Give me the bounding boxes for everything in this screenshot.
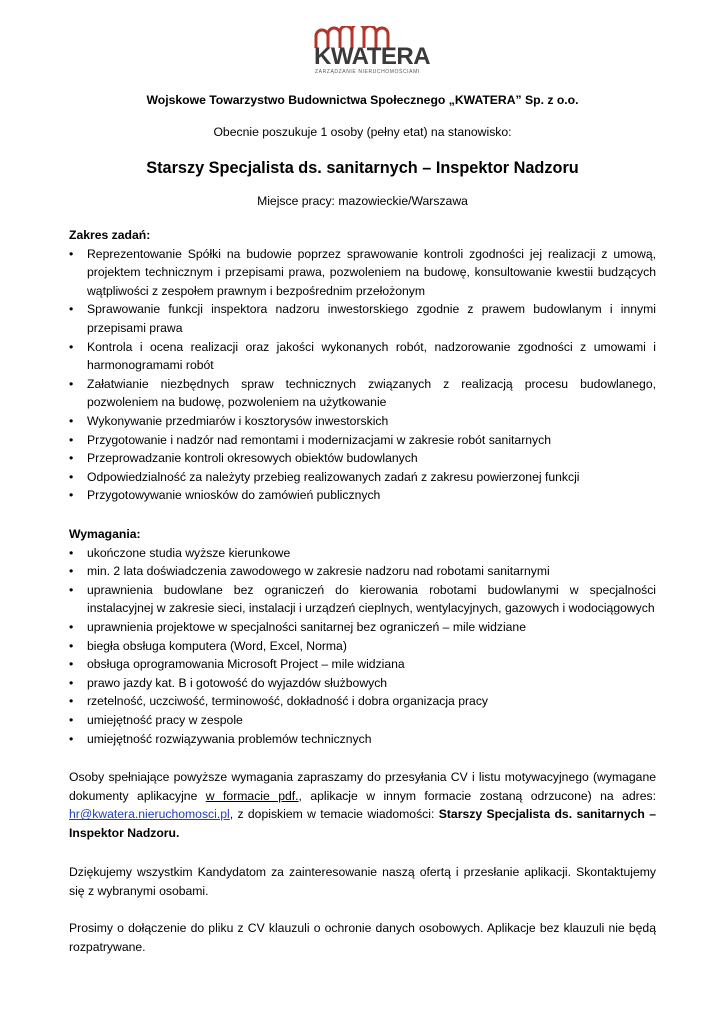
list-item: • uprawnienia projektowe w specjalności sanitarnej bez ograniczeń – mile widziane bbox=[69, 618, 656, 637]
position-title: Starszy Specjalista ds. sanitarnych – Inspektor Nadzoru bbox=[146, 159, 579, 177]
list-item: • Przygotowanie i nadzór nad remontami i modernizacjami w zakresie robót sanitarnych bbox=[69, 431, 656, 450]
bullet-icon: • bbox=[69, 246, 74, 261]
application-paragraph: Osoby spełniające powyższe wymagania zapraszamy do przesyłania CV i listu motywacyjnego (wymagane dokumenty aplikacyjne w formacie pdf., aplikacje w innym formacie zostaną odrzucone) na adres: hr@kwatera.nieruchomosci.pl, z dopiskiem w temacie wiadomości: Starszy Specjalista ds. sanitarnych – Inspektor Nadzoru. bbox=[69, 770, 657, 840]
list-item: • prawo jazdy kat. B i gotowość do wyjazdów służbowych bbox=[69, 674, 656, 693]
duties-heading: Zakres zadań: bbox=[69, 228, 151, 242]
bullet-icon: • bbox=[69, 376, 74, 391]
seeking-line: Obecnie poszukuje 1 osoby (pełny etat) na stanowisko: bbox=[213, 125, 512, 139]
list-item: • Kontrola i ocena realizacji oraz jakości wykonanych robót, nadzorowanie zgodności z umowami i harmonogramami robót bbox=[69, 339, 656, 373]
bullet-icon: • bbox=[69, 638, 74, 653]
bullet-icon: • bbox=[69, 564, 74, 579]
list-item: • min. 2 lata doświadczenia zawodowego w zakresie nadzoru nad robotami sanitarnymi bbox=[69, 562, 656, 581]
email-subject: Starszy Specjalista ds. sanitarnych – Inspektor Nadzoru. bbox=[69, 807, 656, 840]
logo-wordmark: KWATERA bbox=[314, 43, 431, 70]
workplace-line: Miejsce pracy: mazowieckie/Warszawa bbox=[257, 194, 468, 208]
bullet-icon: • bbox=[69, 619, 74, 634]
bullet-icon: • bbox=[69, 694, 74, 709]
bullet-icon: • bbox=[69, 488, 74, 503]
company-name: Wojskowe Towarzystwo Budownictwa Społecznego „KWATERA” Sp. z o.o. bbox=[146, 93, 579, 107]
requirements-list bbox=[69, 544, 656, 749]
thanks-paragraph: Dziękujemy wszystkim Kandydatom za zainteresowanie naszą ofertą i przesłanie aplikacji. Skontaktujemy się z wybranymi osobami. bbox=[69, 865, 656, 898]
list-item: • obsługa oprogramowania Microsoft Project – mile widziana bbox=[69, 655, 656, 674]
duties-section bbox=[69, 226, 656, 505]
list-item: • umiejętność rozwiązywania problemów technicznych bbox=[69, 730, 656, 749]
list-item: • uprawnienia budowlane bez ograniczeń do kierowania robotami budowlanymi w specjalności instalacyjnej w zakresie sieci, instalacji i urządzeń cieplnych, wentylacyjnych, gazowych i wodociągowych bbox=[69, 582, 656, 616]
bullet-icon: • bbox=[69, 582, 74, 597]
list-item: • Przeprowadzanie kontroli okresowych obiektów budowlanych bbox=[69, 449, 656, 468]
duties-list bbox=[69, 245, 656, 505]
logo-tagline: ZARZĄDZANIE NIERUCHOMOŚCIAMI bbox=[315, 69, 420, 75]
list-item: • rzetelność, uczciwość, terminowość, dokładność i dobra organizacja pracy bbox=[69, 692, 656, 711]
list-item: • Sprawowanie funkcji inspektora nadzoru inwestorskiego zgodnie z prawem budowlanym i innymi przepisami prawa bbox=[69, 302, 656, 335]
list-item: • biegła obsługa komputera (Word, Excel, Norma) bbox=[69, 637, 656, 656]
list-item: • ukończone studia wyższe kierunkowe bbox=[69, 544, 656, 563]
clause-paragraph: Prosimy o dołączenie do pliku z CV klauzuli o ochronie danych osobowych. Aplikacje bez klauzuli nie będą rozpatrywane. bbox=[69, 921, 656, 954]
bullet-icon: • bbox=[69, 469, 74, 484]
pdf-format-note: w formacie pdf. bbox=[205, 788, 299, 803]
list-item: • Reprezentowanie Spółki na budowie poprzez sprawowanie kontroli zgodności jej realizacji z umową, projektem technicznym i przepisami prawa, pozwoleniem na budowę, konsultowanie kwestii budzących wątpliwości z zespołem prawnym i bezpośrednim przełożonym bbox=[69, 246, 656, 298]
bullet-icon: • bbox=[69, 302, 74, 317]
list-item: • Załatwianie niezbędnych spraw technicznych związanych z realizacją procesu budowlanego, pozwoleniem na budowę, pozwoleniem na użytkowanie bbox=[69, 376, 656, 410]
requirements-section bbox=[69, 525, 656, 748]
bullet-icon: • bbox=[69, 675, 74, 690]
bullet-icon: • bbox=[69, 432, 74, 447]
list-item: • umiejętność pracy w zespole bbox=[69, 711, 656, 730]
list-item: • Przygotowywanie wniosków do zamówień publicznych bbox=[69, 486, 656, 505]
list-item: • Wykonywanie przedmiarów i kosztorysów inwestorskich bbox=[69, 412, 656, 431]
bullet-icon: • bbox=[69, 545, 74, 560]
bullet-icon: • bbox=[69, 413, 74, 428]
list-item: • Odpowiedzialność za należyty przebieg realizowanych zadań z zakresu powierzonej funkcji bbox=[69, 468, 656, 487]
bullet-icon: • bbox=[69, 657, 74, 672]
bullet-icon: • bbox=[69, 339, 74, 354]
bullet-icon: • bbox=[69, 712, 74, 727]
bullet-icon: • bbox=[69, 451, 74, 466]
company-logo bbox=[312, 26, 431, 76]
bullet-icon: • bbox=[69, 731, 74, 746]
requirements-heading: Wymagania: bbox=[69, 527, 141, 541]
email-link[interactable]: hr@kwatera.nieruchomosci.pl bbox=[69, 807, 230, 822]
